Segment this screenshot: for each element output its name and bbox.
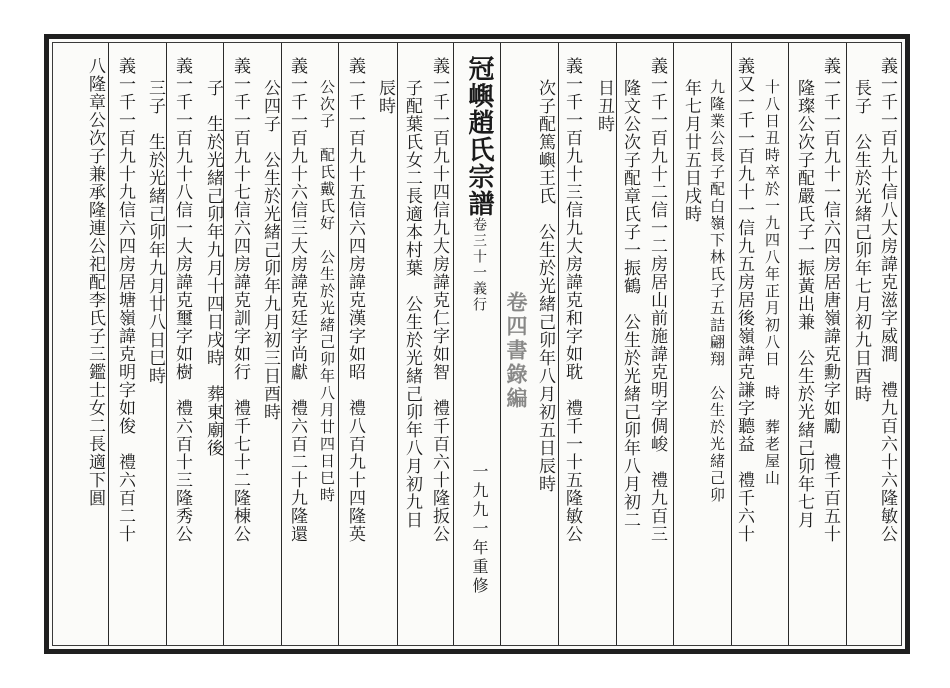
text-column: 八隆章公次子兼承隆連公祀配李氏子三鑑士女二長適下圓 — [85, 57, 105, 507]
center-rule-left — [453, 43, 454, 645]
column-rule — [846, 43, 847, 645]
text-column: 子配葉氏女二長適本村葉 公生於光緒己卯年八月初九日 — [402, 79, 422, 529]
page-frame — [44, 34, 910, 654]
text-column: 長子 公生於光緒己卯年七月初九日酉時 — [851, 79, 871, 403]
text-column: 義又一千一百九十一信九五房居後嶺諱克謙字聽益 禮千六十 — [734, 57, 754, 543]
revision-date: 一九九一年重修 — [470, 463, 489, 596]
text-column: 辰時 — [375, 79, 395, 115]
text-column: 義一千一百九十五信六四房諱克漢字如昭 禮八百九十四隆英 — [345, 57, 365, 543]
text-column: 義一千一百九十三信九大房諱克和字如耽 禮千一十五隆敏公 — [562, 57, 582, 543]
text-column: 十八日丑時卒於一九四八年正月初八日 時 葬老屋山 — [763, 79, 781, 487]
text-column: 年七月廿五日戌時 — [681, 79, 701, 223]
column-rule — [616, 43, 617, 645]
column-rule — [558, 43, 559, 645]
text-column: 義一千一百九十一信六四房居唐嶺諱克勳字如勵 禮千百五十 — [820, 57, 840, 543]
text-column: 義一千一百九十六信三大房諱克廷字尚獻 禮六百二十九隆還 — [287, 57, 307, 543]
text-column: 三子 生於光緒己卯年九月廿八日巳時 — [145, 79, 165, 385]
text-column: 隆文公次子配章氏子一振鶴 公生於光緒己卯年八月初二 — [620, 79, 640, 529]
inner-border — [52, 42, 902, 646]
text-column: 日丑時 — [594, 79, 614, 133]
book-title: 冠嶼趙氏宗譜 — [464, 55, 494, 217]
column-rule — [397, 43, 398, 645]
text-column: 次子配篤嶼王氏 公生於光緒己卯年八月初五日辰時 — [535, 79, 555, 493]
text-column: 公四子 公生於光緒己卯年九月初三日酉時 — [260, 79, 280, 421]
library-stamp: 卷四書錄編 — [504, 291, 529, 411]
text-column: 義一千一百九十二信一二房居山前施諱克明字倜峻 禮九百三 — [647, 57, 667, 543]
text-column: 子 生於光緒己卯年九月十四日戌時 葬東廟後 — [203, 79, 223, 457]
volume-label: 卷三十一 — [471, 217, 487, 281]
text-column: 義一千一百九十四信九大房諱克仁字如智 禮千百六十隆扳公 — [429, 57, 449, 543]
text-column: 義一千一百九十九信六四房居塘嶺諱克明字如俊 禮六百二十 — [115, 57, 135, 543]
text-column: 義一千一百九十信八大房諱克滋字威澗 禮九百六十六隆敏公 — [877, 57, 897, 543]
text-column: 義一千一百九十七信六四房諱克訓字如行 禮千七十二隆棟公 — [230, 57, 250, 543]
column-rule — [108, 43, 109, 645]
center-column — [461, 55, 498, 651]
text-column: 隆璨公次子配嚴氏子一振黃出兼 公生於光緒己卯年七月 — [794, 79, 814, 529]
column-rule — [673, 43, 674, 645]
column-rule — [788, 43, 789, 645]
text-column: 九隆業公長子配白嶺下林氏子五詰翩翔 公生於光緒己卯 — [708, 79, 726, 504]
section-label: 義行 — [471, 281, 487, 313]
text-column: 義一千一百九十八信一大房諱克璽字如樹 禮六百十三隆秀公 — [172, 57, 192, 543]
text-column: 公次子 配氏戴氏好 公生於光緒己卯年八月廿四日巳時 — [318, 79, 336, 504]
